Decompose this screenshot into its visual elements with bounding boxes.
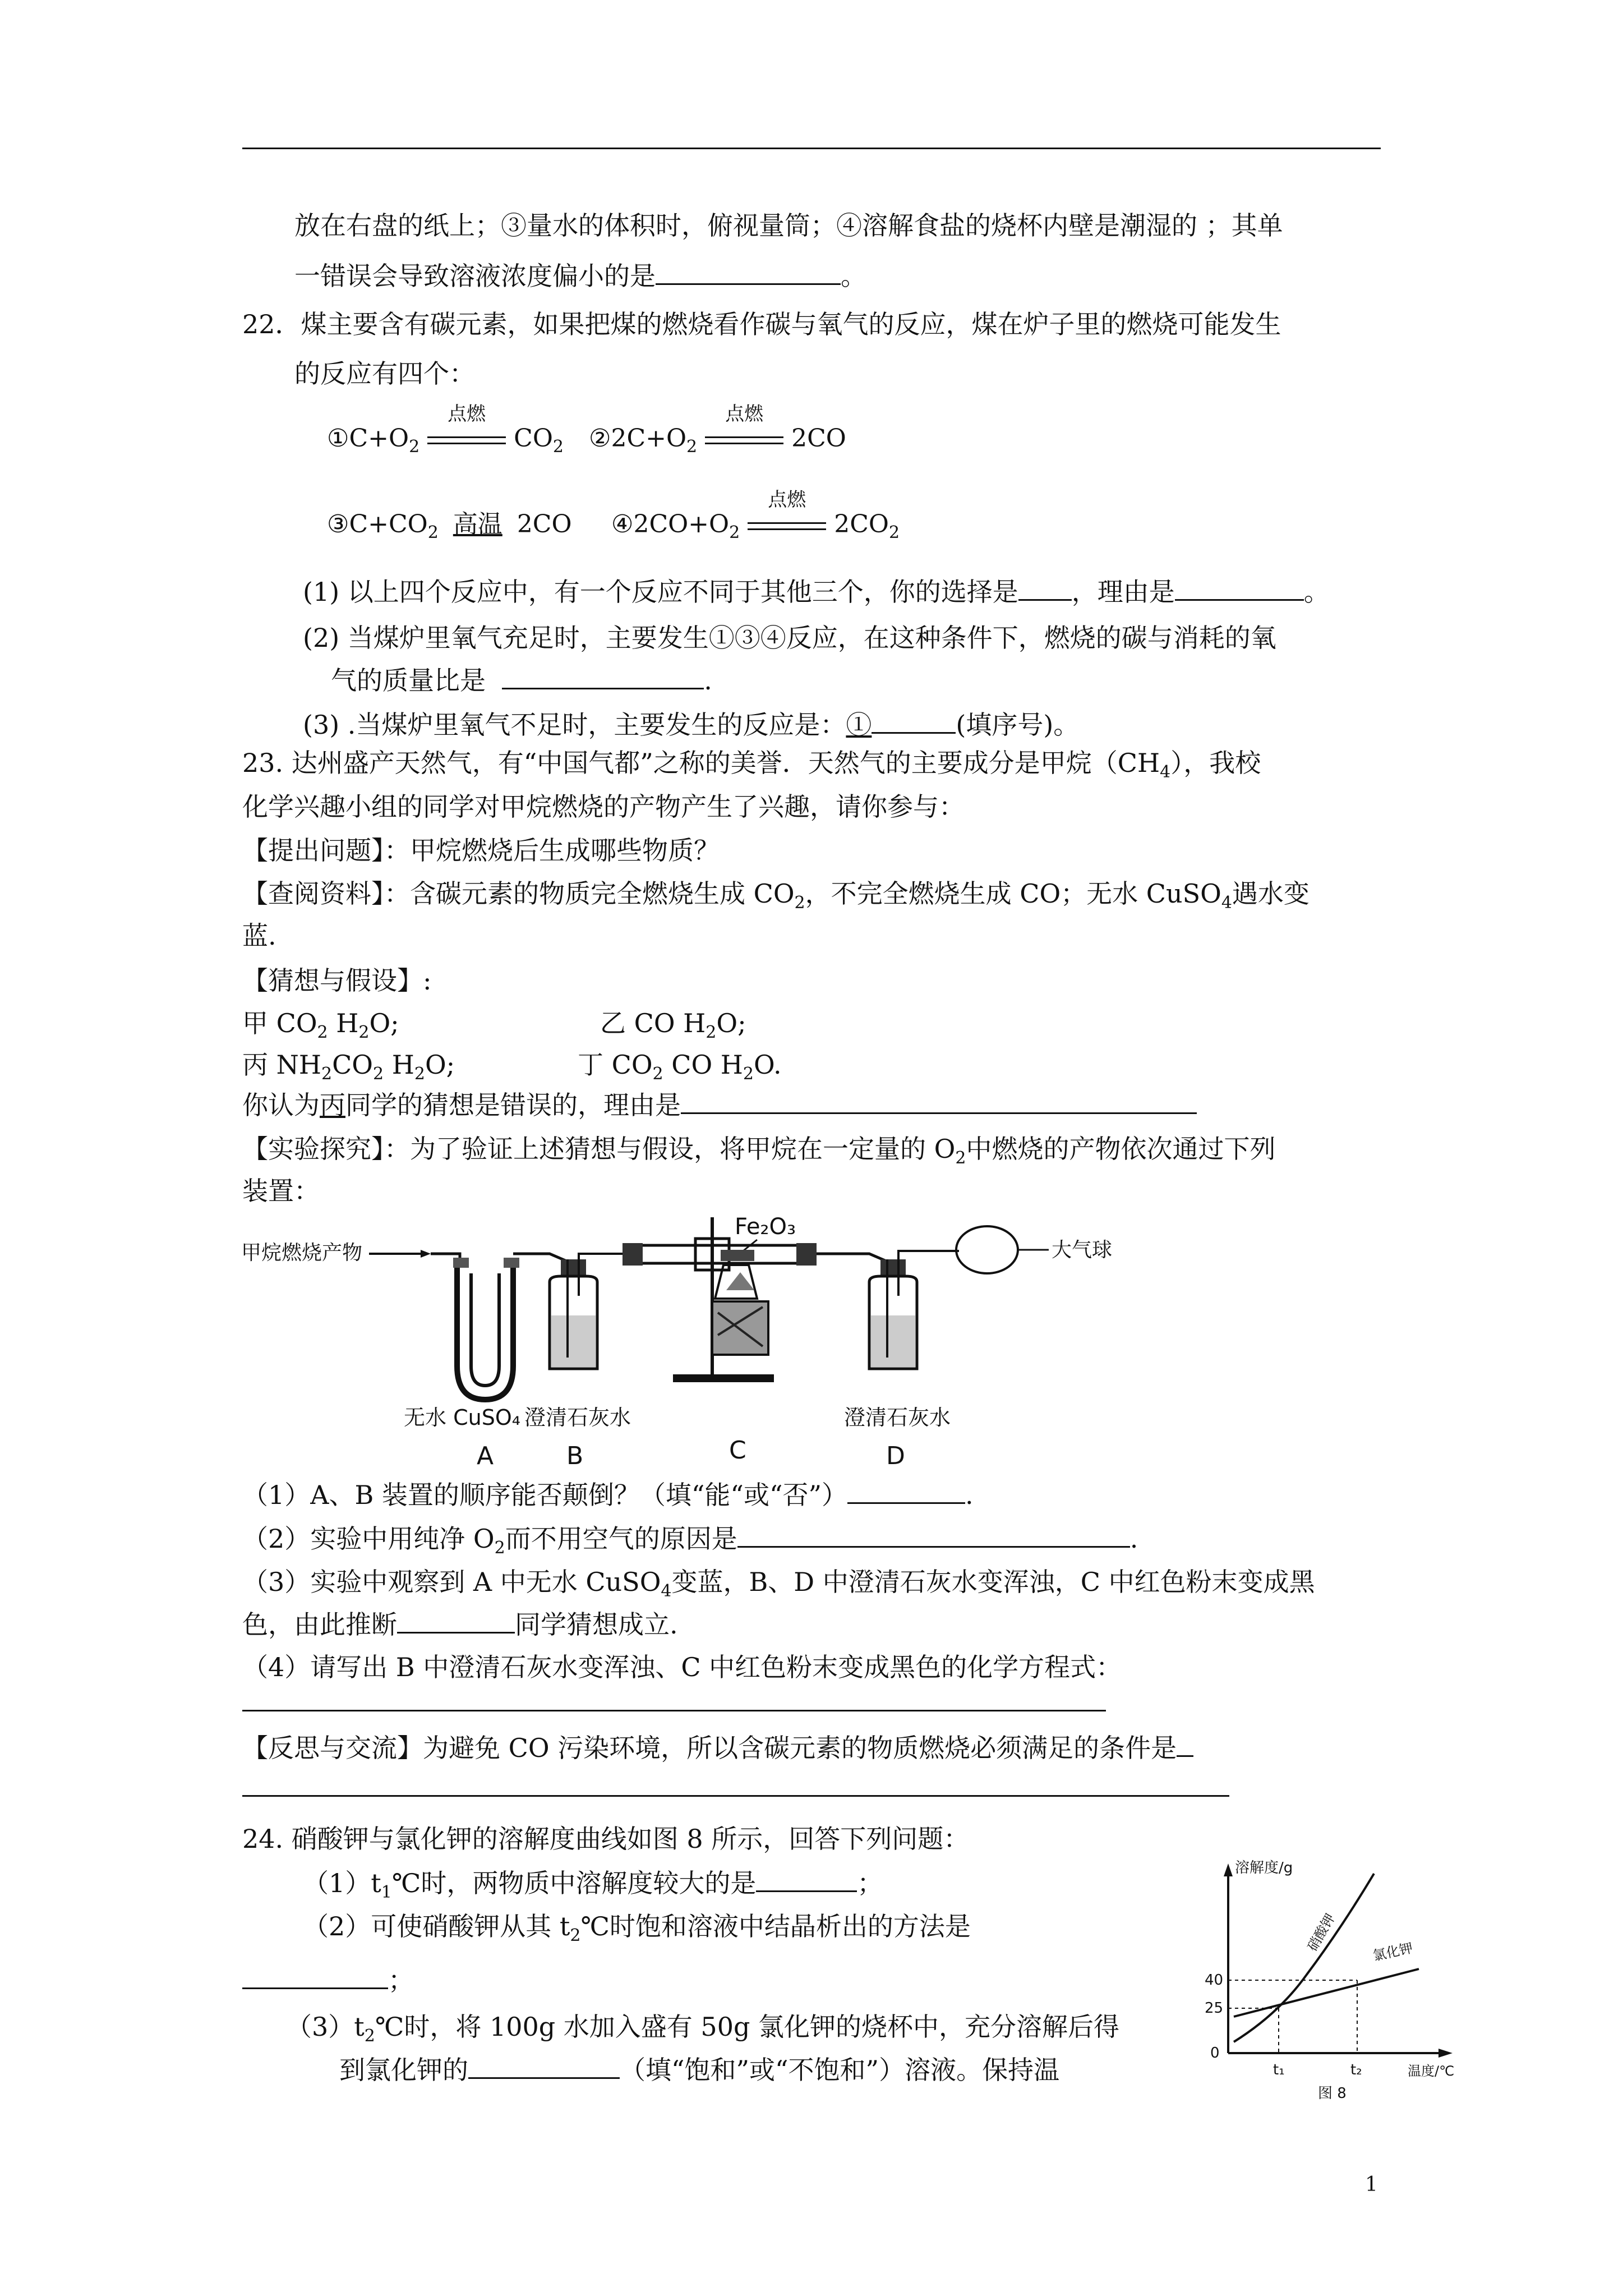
answer-blank[interactable] xyxy=(847,1480,965,1504)
answer-blank[interactable] xyxy=(1175,577,1304,601)
answer-blank[interactable] xyxy=(681,1090,1197,1114)
q23-guess-title: 【猜想与假设】: xyxy=(242,965,432,996)
answer-blank[interactable] xyxy=(397,1609,515,1634)
q24-stem: 24. 硝酸钾与氯化钾的溶解度曲线如图 8 所示，回答下列问题： xyxy=(242,1824,970,1854)
apparatus-b-reagent: 澄清石灰水 xyxy=(524,1405,631,1430)
q23-reference2: 蓝. xyxy=(242,921,276,951)
q23-experiment2: 装置： xyxy=(242,1176,320,1206)
reaction-2: $②2C+O_2$ 点燃 2CO xyxy=(589,422,846,464)
bottle-b xyxy=(550,1254,628,1369)
apparatus-diagram xyxy=(236,1206,1122,1481)
q22-stem1: 22．煤主要含有碳元素，如果把煤的燃烧看作碳与氧气的反应，煤在炉子里的燃烧可能发生 xyxy=(242,309,1281,339)
q24-sub3b: 到氯化钾的 （填“饱和”或“不饱和”）溶液。保持温 xyxy=(339,2055,1060,2085)
answer-line[interactable] xyxy=(242,1795,1229,1797)
answer-blank[interactable] xyxy=(737,1524,1130,1548)
y-axis-label: 溶解度/g xyxy=(1235,1860,1293,1876)
apparatus-d: D xyxy=(886,1442,905,1470)
guess-ding: 丁 $CO_2$ CO $H_2O$. xyxy=(578,1050,782,1084)
q23-reference1: 【查阅资料】：含碳元素的物质完全燃烧生成 $CO_2$，不完全燃烧生成 CO；无水 CuSO$_4$遇水变 xyxy=(242,878,1310,913)
reaction-1: $①C+O_2$ 点燃 $CO_2$ xyxy=(327,422,564,464)
guess-bing: 丙 $NH_2CO_2$ $H_2O$; xyxy=(242,1050,455,1084)
q24-sub2: （2）可使硝酸钾从其 $t_2℃$时饱和溶液中结晶析出的方法是 xyxy=(303,1911,971,1945)
curve-kno3 xyxy=(1234,1874,1374,2042)
q23-think: 你认为丙同学的猜想是错误的，理由是 xyxy=(242,1088,1197,1122)
curve-kcl xyxy=(1234,1969,1419,2017)
q21-line2: 一错误会导致溶液浓度偏小的是 。 xyxy=(294,261,866,291)
origin-label: 0 xyxy=(1210,2045,1220,2062)
tick-40: 40 xyxy=(1205,1972,1224,1989)
guess-yi: 乙 CO $H_2O$; xyxy=(600,1008,746,1042)
balloon-label: 大气球 xyxy=(1052,1239,1113,1262)
figure-caption: 图 8 xyxy=(1318,2085,1347,2102)
q23-sub4: （4）请写出 B 中澄清石灰水变浑浊、C 中红色粉末变成黑色的化学方程式： xyxy=(242,1652,1122,1682)
apparatus-c: C xyxy=(729,1436,746,1465)
heated-tube-c xyxy=(623,1214,889,1382)
apparatus-b: B xyxy=(566,1442,584,1470)
q24-sub3a: $(3)t_2℃$时，将 100g 水加入盛有 50g 氯化钾的烧杯中，充分溶解后得 xyxy=(286,2012,1120,2046)
q23-sub3a: （3）实验中观察到 A 中无水 CuSO$_4$变蓝，B、D 中澄清石灰水变浑浊，C 中红色粉末变成黑 xyxy=(242,1567,1315,1601)
bottle-d xyxy=(869,1251,959,1369)
apparatus-d-reagent: 澄清石灰水 xyxy=(844,1405,951,1430)
tick-25: 25 xyxy=(1205,2000,1224,2017)
q21-line1: 放在右盘的纸上；③量水的体积时，俯视量筒；④溶解食盐的烧杯内壁是潮湿的 ；其单 xyxy=(294,210,1283,241)
answer-blank[interactable] xyxy=(656,261,841,285)
answer-blank[interactable] xyxy=(502,665,704,689)
q22-part2a: (2) 当煤炉里氧气充足时，主要发生①③④反应，在这种条件下，燃烧的碳与消耗的氧 xyxy=(303,623,1276,653)
q22-part1: (1) 以上四个反应中，有一个反应不同于其他三个，你的选择是 ，理由是 。 xyxy=(303,577,1330,607)
curve-kcl-label: 氯化钾 xyxy=(1371,1940,1414,1964)
q22-part3: (3) .当煤炉里氧气不足时，主要发生的反应是：① (填序号)。 xyxy=(303,710,1080,740)
condition-label: 点燃 xyxy=(768,489,806,511)
answer-blank[interactable] xyxy=(1018,577,1072,601)
answer-blank[interactable] xyxy=(756,1868,857,1892)
guess-jia: 甲 $CO_2$ $H_2O$; xyxy=(242,1008,399,1042)
q23-stem1: 23. 达州盛产天然气，有“中国气都”之称的美誉．天然气的主要成分是甲烷$(CH_4)$，我校 xyxy=(242,748,1261,782)
solubility-chart xyxy=(1195,1851,1481,2109)
q23-experiment1: 【实验探究】：为了验证上述猜想与假设，将甲烷在一定量的 $O_2$中燃烧的产物依次通过下列 xyxy=(242,1134,1276,1168)
answer-line[interactable] xyxy=(242,1710,1106,1711)
apparatus-a: A xyxy=(477,1442,494,1470)
tick-t2: t₂ xyxy=(1350,2062,1362,2078)
tick-t1: t₁ xyxy=(1273,2062,1285,2078)
reaction-3: $③C+CO_2$ 高温 2CO xyxy=(327,510,572,542)
answer-blank[interactable] xyxy=(872,710,956,734)
header-rule xyxy=(242,148,1381,149)
apparatus-a-reagent: 无水 CuSO₄ xyxy=(404,1405,520,1430)
q24-sub1: $(1)t_1℃$时，两物质中溶解度较大的是 ； xyxy=(303,1868,883,1902)
condition-label: 点燃 xyxy=(725,403,764,425)
reagent-label: Fe₂O₃ xyxy=(735,1214,796,1240)
curve-kno3-label: 硝酸钾 xyxy=(1304,1911,1339,1954)
q24-sub2-answer: ； xyxy=(242,1963,414,1997)
condition-label: 点燃 xyxy=(448,403,486,425)
q22-stem2: 的反应有四个： xyxy=(294,358,475,389)
condition-label: 高温 xyxy=(453,510,502,539)
page-number: 1 xyxy=(1365,2173,1378,2196)
q23-ask: 【提出问题】：甲烷燃烧后生成哪些物质？ xyxy=(242,835,720,866)
answer-blank[interactable] xyxy=(468,2055,620,2079)
q23-sub2: （2）实验中用纯净 $O_2$而不用空气的原因是 . xyxy=(242,1524,1138,1558)
q22-part2b: 气的质量比是 . xyxy=(331,665,712,696)
answer-blank[interactable] xyxy=(242,1965,388,1989)
balloon xyxy=(956,1226,1018,1273)
reaction-4: $④2CO+O_2$ 点燃 $2CO_2$ xyxy=(611,508,900,550)
inlet-label: 甲烷燃烧产物 xyxy=(241,1241,363,1264)
x-axis-label: 温度/℃ xyxy=(1408,2063,1455,2079)
q23-sub3b: 色，由此推断 同学猜想成立. xyxy=(242,1609,678,1640)
q23-stem2: 化学兴趣小组的同学对甲烷燃烧的产物产生了兴趣，请你参与： xyxy=(242,792,965,822)
q23-sub1: （1）A、B 装置的顺序能否颠倒？（填“能“或“否”） . xyxy=(242,1480,974,1510)
answer-blank[interactable] xyxy=(1177,1733,1193,1757)
q23-reflect: 【反思与交流】为避免 CO 污染环境，所以含碳元素的物质燃烧必须满足的条件是 xyxy=(242,1731,1193,1765)
